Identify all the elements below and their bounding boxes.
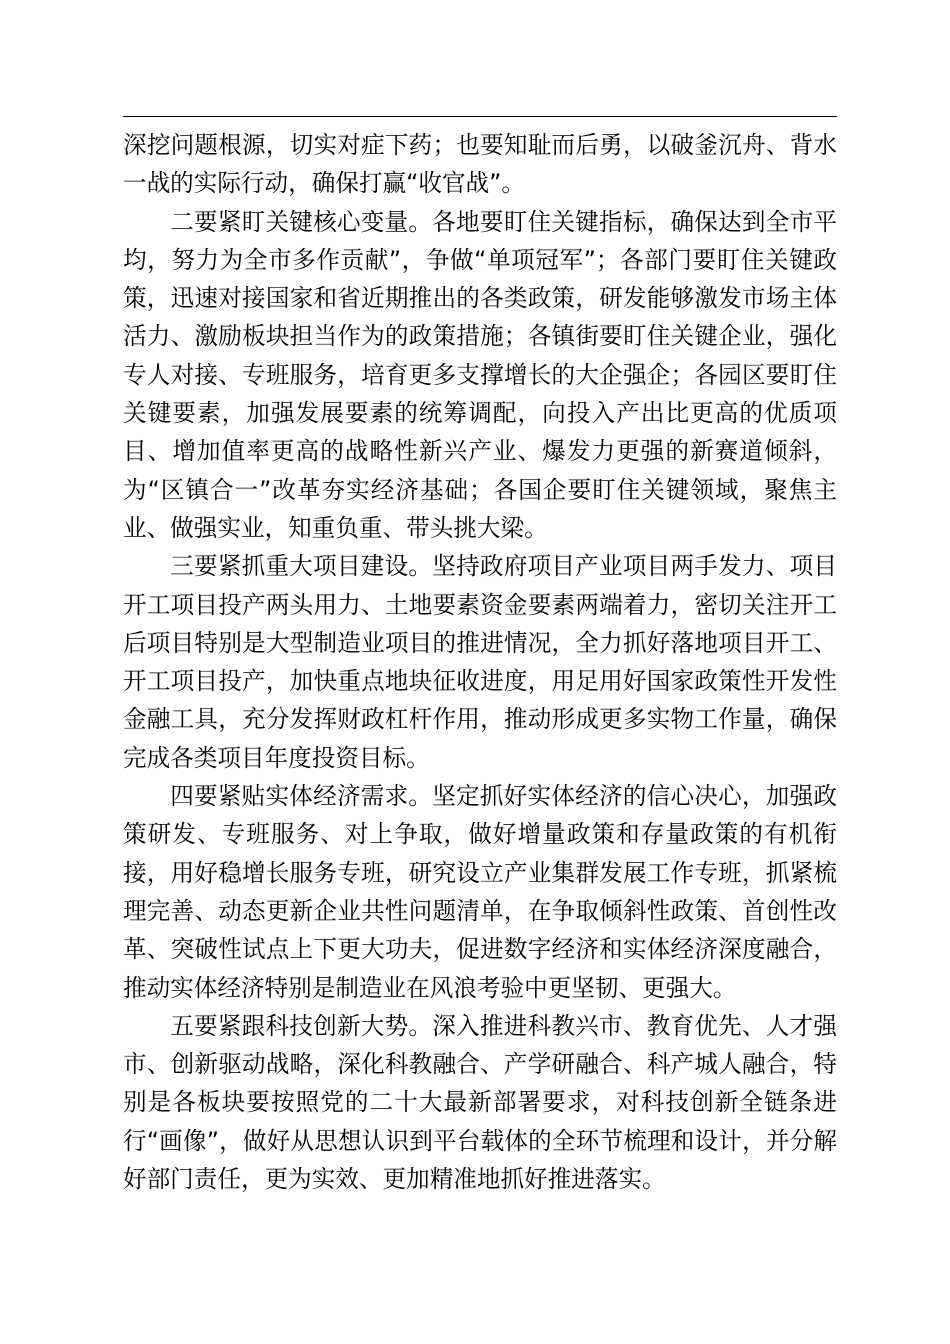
paragraph-real-economy: 四要紧贴实体经济需求。坚定抓好实体经济的信心决心，加强政策研发、专班服务、对上争取，做好增量政策和存量政策的有机衔接，用好稳增长服务专班，研究设立产业集群发展工作专班，抓紧梳理完善、动态更新企业共性问题清单，在争取倾斜性政策、首创性改革、突破性试点上下更大功夫，促进数字经济和实体经济深度融合，推动实体经济特别是制造业在风浪考验中更坚韧、更强大。 xyxy=(123,782,837,1002)
header-rule xyxy=(123,116,837,117)
paragraph-key-variables: 二要紧盯关键核心变量。各地要盯住关键指标，确保达到全市平均，努力为全市多作贡献”，争做“单项冠军”；各部门要盯住关键政策，迅速对接国家和省近期推出的各类政策，研发能够激发市场主体活力、激励板块担当作为的政策措施；各镇街要盯住关键企业，强化专人对接、专班服务，培育更多支撑增长的大企强企；各园区要盯住关键要素，加强发展要素的统筹调配，向投入产出比更高的优质项目、增加值率更高的战略性新兴产业、爆发力更强的新赛道倾斜，为“区镇合一”改革夯实经济基础；各国企要盯住关键领域，聚焦主业、做强实业，知重负重、带头挑大梁。 xyxy=(123,207,837,542)
document-body xyxy=(123,126,837,1198)
paragraph-major-projects: 三要紧抓重大项目建设。坚持政府项目产业项目两手发力、项目开工项目投产两头用力、土地要素资金要素两端着力，密切关注开工后项目特别是大型制造业项目的推进情况，全力抓好落地项目开工、开工项目投产，加快重点地块征收进度，用足用好国家政策性开发性金融工具，充分发挥财政杠杆作用，推动形成更多实物工作量，确保完成各类项目年度投资目标。 xyxy=(123,552,837,772)
paragraph-tech-innovation: 五要紧跟科技创新大势。深入推进科教兴市、教育优先、人才强市、创新驱动战略，深化科教融合、产学研融合、科产城人融合，特别是各板块要按照党的二十大最新部署要求，对科技创新全链条进行“画像”，做好从思想认识到平台载体的全环节梳理和设计，并分解好部门责任，更为实效、更加精准地抓好推进落实。 xyxy=(123,1011,837,1194)
paragraph-continuation: 深挖问题根源，切实对症下药；也要知耻而后勇，以破釜沉舟、背水一战的实际行动，确保打赢“收官战”。 xyxy=(123,131,837,198)
